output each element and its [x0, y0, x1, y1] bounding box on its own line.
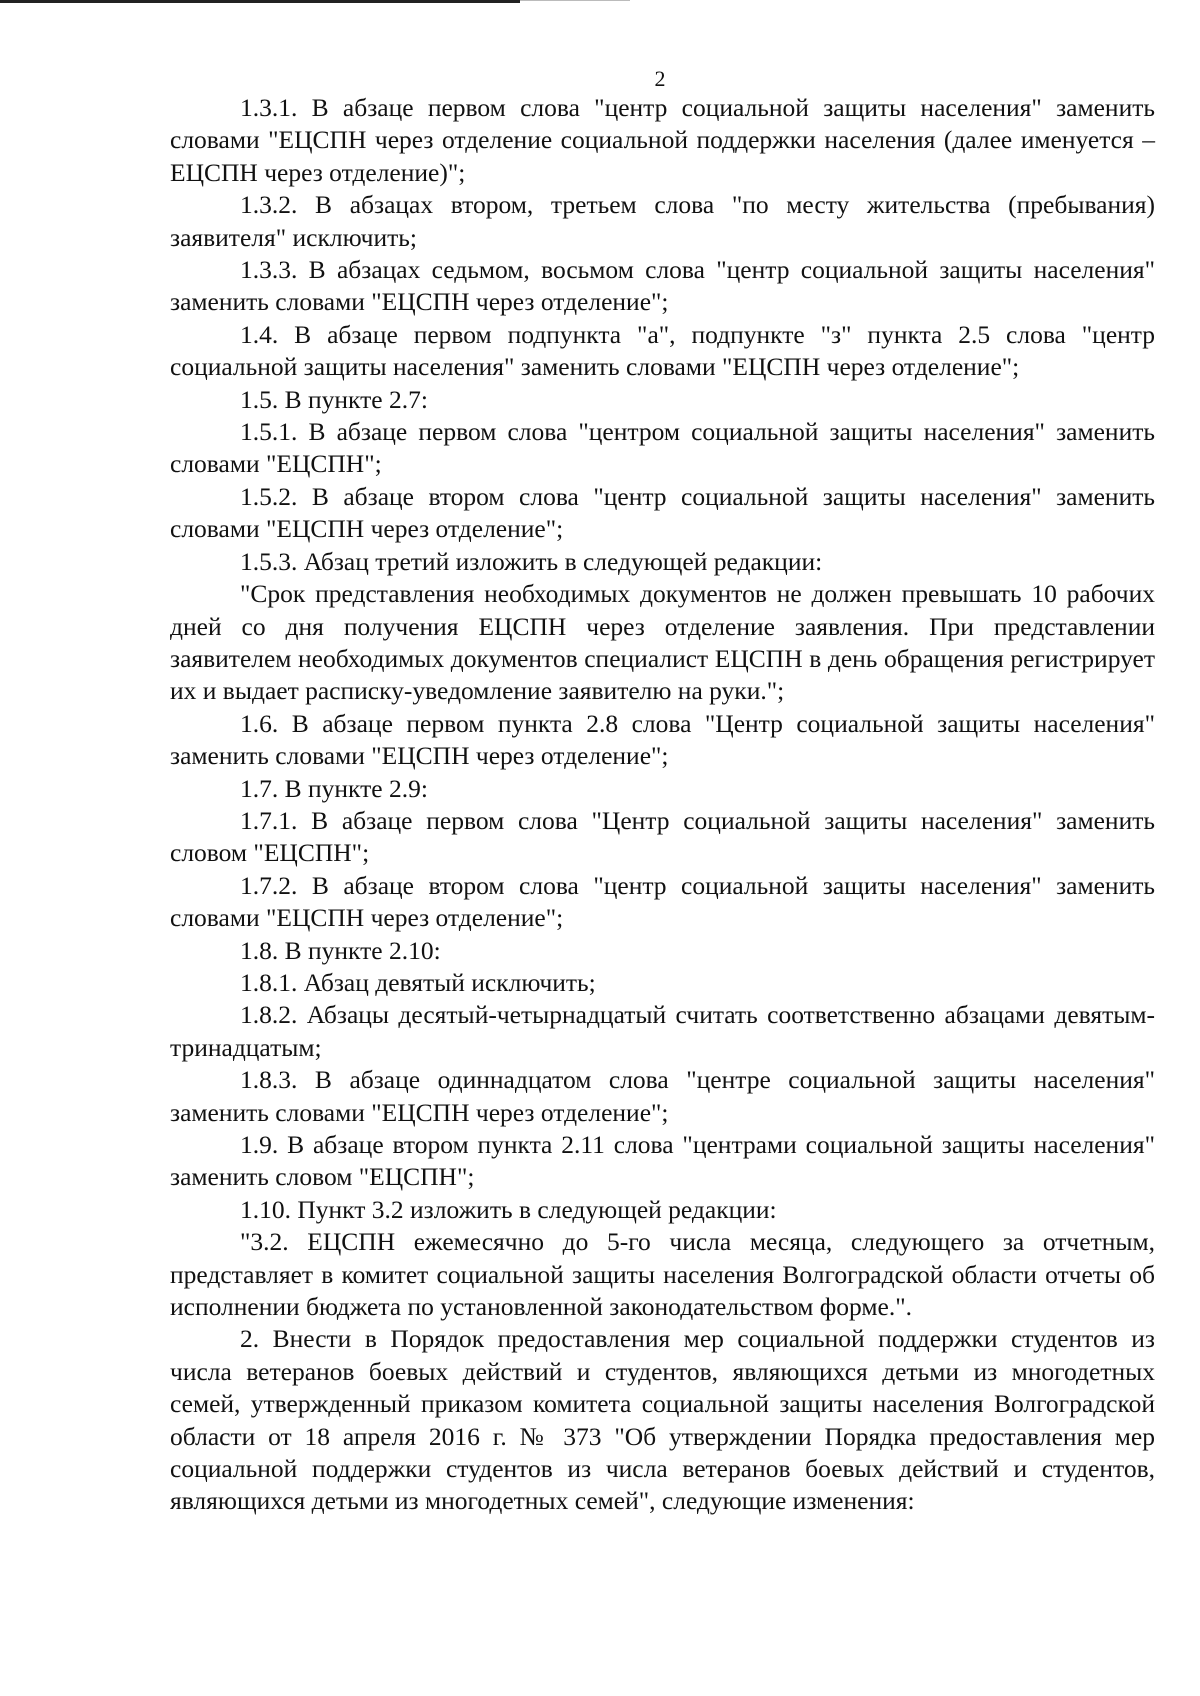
paragraph-1-9: 1.9. В абзаце втором пункта 2.11 слова "центрами социальной защиты населения" заменить словом "ЕЦСПН";	[170, 1130, 1155, 1192]
paragraph-quote-deadline: "Срок представления необходимых документов не должен превышать 10 рабочих дней со дня получения ЕЦСПН через отделение заявления. При представлении заявителем необходимых документов специалист ЕЦСПН в день обращения регистрирует их и выдает расписку-уведомление заявителю на руки.";	[170, 579, 1155, 706]
paragraph-1-10: 1.10. Пункт 3.2 изложить в следующей редакции:	[240, 1194, 777, 1224]
scan-top-rule	[0, 0, 520, 3]
paragraph-1-5-3: 1.5.3. Абзац третий изложить в следующей редакции:	[240, 546, 823, 576]
paragraph-1-5-1: 1.5.1. В абзаце первом слова "центром социальной защиты населения" заменить словами "ЕЦСПН";	[170, 417, 1155, 479]
scan-top-rule-faint	[520, 0, 630, 1]
page-number: 2	[654, 66, 666, 91]
paragraph-1-6: 1.6. В абзаце первом пункта 2.8 слова "Центр социальной защиты населения" заменить словами "ЕЦСПН через отделение";	[170, 708, 1155, 771]
paragraph-quote-3-2: "3.2. ЕЦСПН ежемесячно до 5-го числа месяца, следующего за отчетным, представляет в комитет социальной защиты населения Волгоградской области отчеты об исполнении бюджета по установленной законодательством форме.".	[170, 1227, 1155, 1322]
paragraph-1-3-1: 1.3.1. В абзаце первом слова "центр социальной защиты населения" заменить словами "ЕЦСПН через отделение социальной поддержки населения (далее именуется – ЕЦСПН через отделение)";	[170, 93, 1155, 187]
document-body	[170, 92, 1155, 1518]
paragraph-1-8-1: 1.8.1. Абзац девятый исключить;	[240, 967, 596, 997]
paragraph-1-3-3: 1.3.3. В абзацах седьмом, восьмом слова "центр социальной защиты населения" заменить словами "ЕЦСПН через отделение";	[170, 255, 1155, 317]
paragraph-1-8: 1.8. В пункте 2.10:	[240, 935, 441, 965]
paragraph-1-3-2: 1.3.2. В абзацах втором, третьем слова "по месту жительства (пребывания) заявителя" исключить;	[170, 190, 1155, 252]
paragraph-1-7-1: 1.7.1. В абзаце первом слова "Центр социальной защиты населения" заменить словом "ЕЦСПН";	[170, 805, 1155, 868]
paragraph-1-5: 1.5. В пункте 2.7:	[240, 384, 428, 414]
paragraph-2: 2. Внести в Порядок предоставления мер социальной поддержки студентов из числа ветеранов боевых действий и студентов, являющихся детьми из многодетных семей, утвержденный приказом комитета социальной защиты населения Волгоградской области от 18 апреля 2016 г. № 373 "Об утверждении Порядка предоставления мер социальной поддержки студентов из числа ветеранов боевых действий и студентов, являющихся детьми из многодетных семей", следующие изменения:	[170, 1324, 1155, 1516]
paragraph-1-5-2: 1.5.2. В абзаце втором слова "центр социальной защиты населения" заменить словами "ЕЦСПН через отделение";	[170, 481, 1155, 544]
paragraph-1-8-3: 1.8.3. В абзаце одиннадцатом слова "центре социальной защиты населения" заменить словами "ЕЦСПН через отделение";	[170, 1065, 1155, 1127]
paragraph-1-8-2: 1.8.2. Абзацы десятый-четырнадцатый считать соответственно абзацами девятым-тринадцатым;	[170, 1000, 1155, 1062]
paragraph-1-7: 1.7. В пункте 2.9:	[240, 773, 428, 803]
paragraph-1-4: 1.4. В абзаце первом подпункта "а", подпункте "з" пункта 2.5 слова "центр социальной защиты населения" заменить словами "ЕЦСПН через отделение";	[170, 319, 1155, 382]
paragraph-1-7-2: 1.7.2. В абзаце втором слова "центр социальной защиты населения" заменить словами "ЕЦСПН через отделение";	[170, 870, 1155, 933]
